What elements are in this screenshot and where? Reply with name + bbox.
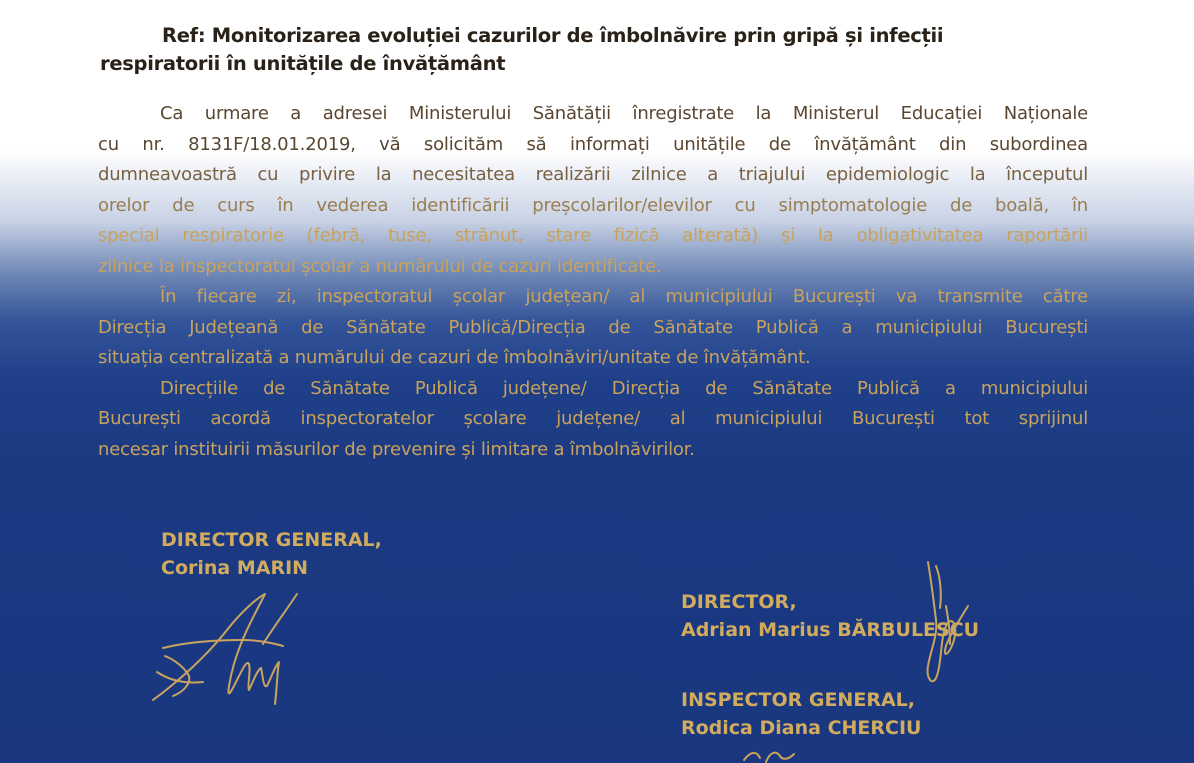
signatory-left-name: Corina MARIN [161, 557, 309, 579]
paragraph-line: zilnice la inspectoratul școlar a numărului de cazuri identificate. [98, 255, 662, 277]
paragraph-line: dumneavoastră cu privire la necesitatea realizării zilnice a triajului epidemiologic la începutul [98, 164, 1088, 185]
paragraph-2 [98, 282, 1088, 374]
paragraph-line: cu nr. 8131F/18.01.2019, vă solicităm să informați unitățile de învățământ din subordinea [98, 133, 1088, 155]
signatory-inspector-title: INSPECTOR GENERAL, [681, 689, 915, 711]
signatory-inspector-name: Rodica Diana CHERCIU [681, 717, 922, 739]
paragraph-line: Ca urmare a adresei Ministerului Sănătății înregistrate la Ministerul Educației Naționale [160, 103, 1088, 124]
paragraph-1 [98, 99, 1088, 282]
signatory-left [161, 526, 382, 582]
handwritten-signature-inspector [740, 746, 840, 763]
signatory-inspector [681, 686, 921, 742]
paragraph-line: situația centralizată a numărului de cazuri de îmbolnăviri/unitate de învățământ. [98, 347, 811, 368]
paragraph-line: necesar instituirii măsurilor de prevenire și limitare a îmbolnăvirilor. [98, 438, 695, 460]
handwritten-signature-director [906, 556, 976, 696]
reference-line-1: Ref: Monitorizarea evoluției cazurilor de îmbolnăvire prin gripă și infecții [162, 24, 944, 47]
letter-body [98, 99, 1088, 465]
paragraph-line: Direcția Județeană de Sănătate Publică/Direcția de Sănătate Publică a municipiului București [98, 316, 1088, 338]
paragraph-line: În fiecare zi, inspectoratul școlar județean/ al municipiului București va transmite către [160, 286, 1088, 307]
paragraph-line: Direcțiile de Sănătate Publică județene/ Direcția de Sănătate Publică a municipiului [160, 377, 1088, 399]
paragraph-line: București acordă inspectoratelor școlare județene/ al municipiului București tot sprijinul [98, 408, 1088, 429]
paragraph-3 [98, 374, 1088, 466]
paragraph-line: special respiratorie (febră, tuse, strănut, stare fizică alterată) și la obligativitatea raportării [98, 225, 1088, 246]
signatory-director-name: Adrian Marius BĂRBULESCU [681, 619, 980, 641]
signatory-left-title: DIRECTOR GENERAL, [161, 529, 382, 551]
signatory-director-title: DIRECTOR, [681, 591, 797, 613]
handwritten-signature-left [145, 588, 315, 718]
reference-line-2: respiratorii în unitățile de învățământ [100, 52, 506, 75]
paragraph-line: orelor de curs în vederea identificării preșcolarilor/elevilor cu simptomatologie de boală, în [98, 194, 1088, 216]
